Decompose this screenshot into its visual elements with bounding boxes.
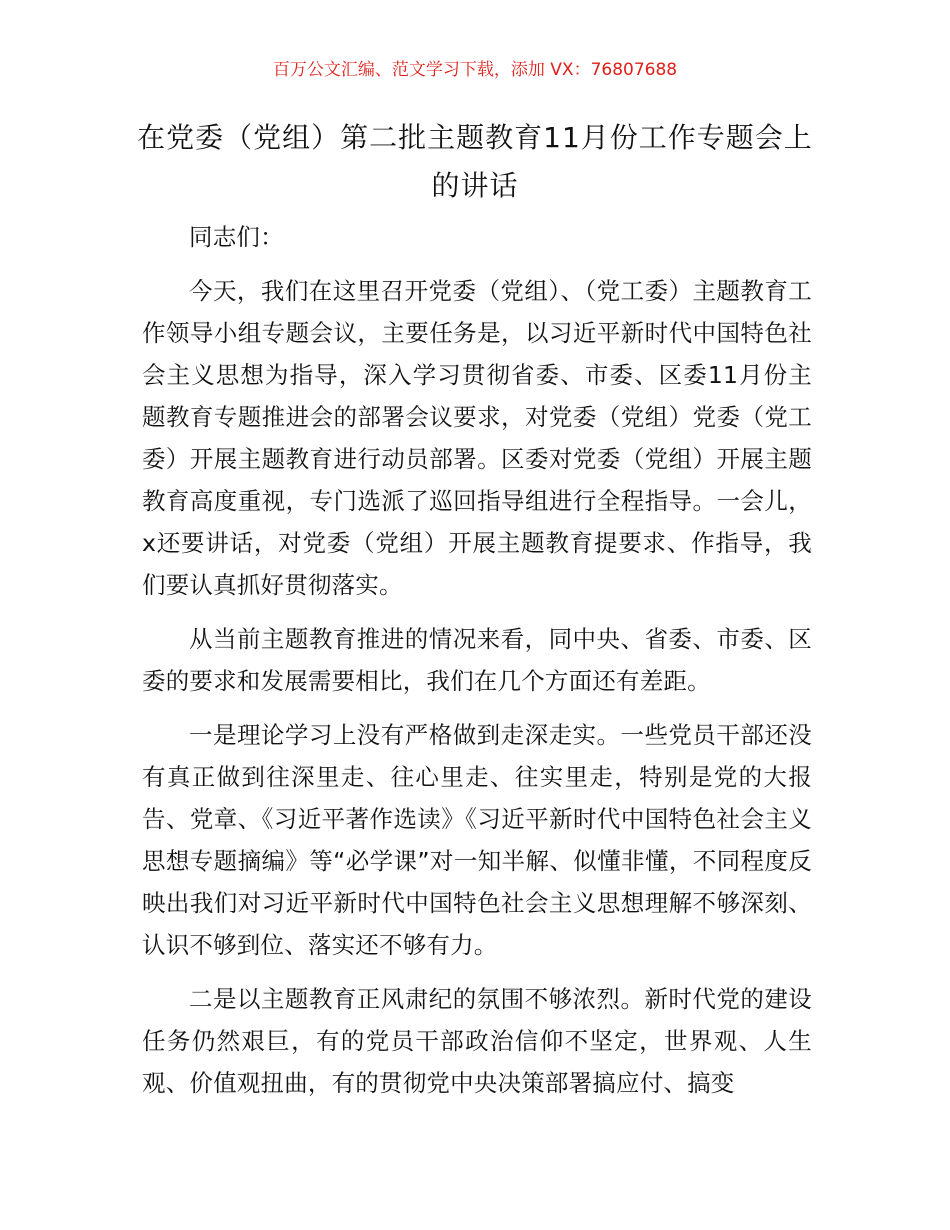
paragraph-1: 今天，我们在这里召开党委（党组）、（党工委）主题教育工作领导小组专题会议，主要任务是，以习近平新时代中国特色社会主义思想为指导，深入学习贯彻省委、市委、区委11月份主题教育专题推进会的部署会议要求，对党委（党组）党委（党工委）开展主题教育进行动员部署。区委对党委（党组）开展主题教育高度重视，专门选派了巡回指导组进行全程指导。一会儿，x还要讲话，对党委（党组）开展主题教育提要求、作指导，我们要认真抓好贯彻落实。	[142, 277, 812, 599]
document-body	[142, 216, 812, 1116]
paragraph-4: 二是以主题教育正风肃纪的氛围不够浓烈。新时代党的建设任务仍然艰巨，有的党员干部政治信仰不坚定，世界观、人生观、价值观扭曲，有的贯彻党中央决策部署搞应付、搞变	[142, 985, 812, 1097]
paragraph-2: 从当前主题教育推进的情况来看，同中央、省委、市委、区委的要求和发展需要相比，我们在几个方面还有差距。	[142, 625, 812, 695]
document-title: 在党委（党组）第二批主题教育11月份工作专题会上的讲话	[137, 121, 813, 202]
watermark-header: 百万公文汇编、范文学习下载，添加 VX：76807688	[272, 60, 678, 80]
greeting: 同志们：	[189, 223, 284, 251]
paragraph-3: 一是理论学习上没有严格做到走深走实。一些党员干部还没有真正做到往深里走、往心里走、往实里走，特别是党的大报告、党章、《习近平著作选读》《习近平新时代中国特色社会主义思想专题摘编》等“必学课”对一知半解、似懂非懂，不同程度反映出我们对习近平新时代中国特色社会主义思想理解不够深刻、认识不够到位、落实还不够有力。	[142, 721, 812, 959]
